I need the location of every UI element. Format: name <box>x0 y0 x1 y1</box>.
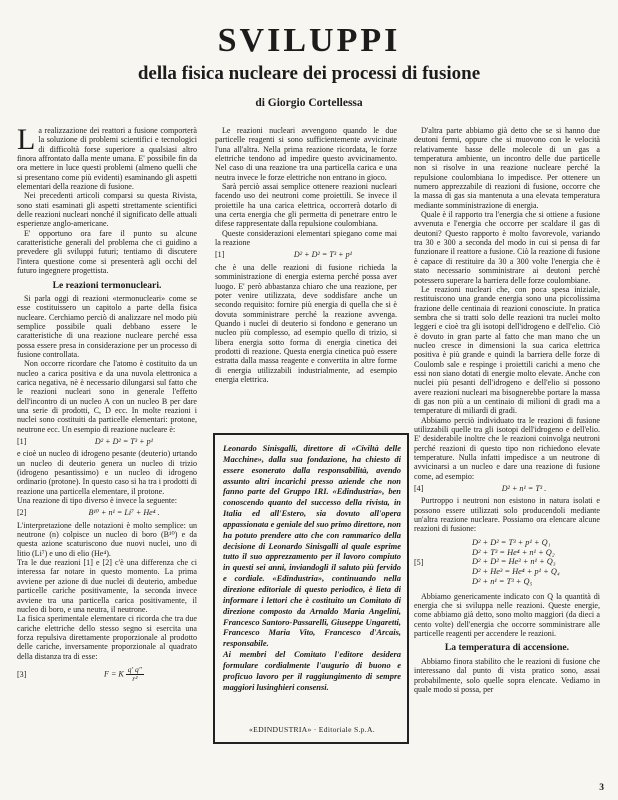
notice-text: Leonardo Sinisgalli, direttore di «Civiltà delle Macchine», dalla sua fondazione, ha chiesto di essere esonerato dalla responsabilità, avendo assunto altri incarichi presso aziende che non fanno parte del Gruppo IRI. «Edindustria», ben conoscendo quanto del successo della rivista, in Italia ed all'Estero, sia dovuto all'opera appassionata e geniale del suo primo direttore, non ha potuto prendere atto che con rammarico della decisione di Leonardo Sinisgalli al quale esprime tutto il suo apprezzamento per il lavoro compiuto in questi sei anni, inviandogli il saluto più fervido e cordiale. «Edindustria», continuando nella direzione editoriale di questo periodico, è lieta di informare i lettori che è costituito un Comitato di direzione composto da Arnaldo Maria Angelini, Francesco Santoro-Passarelli, Giuseppe Ungaretti, Francesco Maria Vito, Francesco d'Arcais, responsabile. <box>223 443 401 649</box>
equation-body: D² + D² = T³ + p¹ <box>293 250 353 260</box>
paragraph: Tra le due reazioni [1] e [2] c'è una differenza che ci interessa far notare in questo momento. La prima avviene per azione di due nuclei di deuterio, ambedue particelle cariche positivamente, la seconda invece avviene tra una particella carica positivamente, il nucleo di boro, e una neutra, il neutrone. <box>17 558 197 614</box>
paragraph: Si parla oggi di reazioni «termonucleari» come se esse costituissero un capitolo a parte della fisica nucleare. Cerchiamo perciò di analizzare nel modo più semplice possibile quali debbano essere le caratteristiche di una reazione nucleare perché essa possa essere presa in considerazione per un processo di fusione controllata. <box>17 293 197 359</box>
column-1 <box>17 123 197 686</box>
paragraph: Abbiamo genericamente indicato con Q la quantità di energia che si sviluppa nelle reazioni. Queste energie, come abbiamo già detto, sono molto maggiori (da dieci a cento volte) dell'energia che occorre somministrare alle particelle reagenti per accendere le reazioni. <box>414 591 600 639</box>
section-heading-ignition-temperature: La temperatura di accensione. <box>444 642 570 654</box>
paragraph: Non occorre ricordare che l'atomo è costituito da un nucleo a carica positiva e da una nuvola elettronica a carica negativa, nè è necessario dilungarsi sul fatto che le reazioni nucleari sono in generale l'effetto dell'incontro di un nucleo A con un nucleo B per dare una serie di prodotti, C, D ecc. In molte reazioni i nuclei sono costituiti da particelle elementari: protone, neutrone ecc. Un esempio di reazione nucleare è: <box>17 359 197 434</box>
fraction-numerator: q' q'' <box>127 664 142 674</box>
equation-1 <box>17 437 197 446</box>
paragraph: Abbiamo perciò individuato tra le reazioni di fusione utilizzabili quelle tra gli isotopi dell'idrogeno e dell'elio. E' desiderabile inoltre che le reazioni coinvolga neutroni perché reazioni di questo tipo non richiedono elevate temperature. Nulla infatti impedisce a un neutrone di avvicinarsi a un nucleo e dare una reazione di fusione come, ad esempio: <box>414 415 600 481</box>
equation-1-repeat <box>215 250 397 259</box>
paragraph: Quale è il rapporto tra l'energia che si ottiene a fusione avvenuta e l'energia che occorre per scaldare il gas di deutoni? Questo rapporto è molto favorevole, variando tra 30 e 300 a seconda del modo in cui si pensa di far funzionare il reattore a fusione. Ciò la reazione di fusione è capace di restituire da 30 a 300 volte l'energia che è stato necessario somministrare ai deutoni perché potessero superare la barriera delle forze coulombiane. <box>414 210 600 285</box>
drop-cap: L <box>17 123 36 156</box>
equation-line: D² + n¹ = T³ + Q₅ <box>472 576 533 586</box>
paragraph: Abbiamo finora stabilito che le reazioni di fusione che interessano dal punto di vista pratico sono, assai probabilmente, solo quelle sopra elencate. Vediamo in quale modo si possa, per <box>414 656 600 694</box>
fraction <box>126 666 144 683</box>
equation-number: [1] <box>17 437 27 446</box>
paragraph: che è una delle reazioni di fusione richieda la somministrazione di energia esterna perché possa aver luogo. E' però abbastanza chiaro che una reazione, per poter venire utilizzata, deve soddisfare anche un secondo requisito: fornire più energia di quella che si è dovuta somministrare perché la reazione avvenga. Quando i nuclei di deuterio si fondono e generano un nucleo più complesso, ad esempio quello di trizio, si libera energia sotto forma di energia cinetica dei prodotti di reazione. Questa energia cinetica può essere estratta dalla massa reagente e convertita in altre forme di energia utilizzabili industrialmente, ad esempio energia elettrica. <box>215 262 397 384</box>
equation-lhs: F = K <box>104 669 124 679</box>
equation-body: D² + D² = T³ + p¹ <box>94 437 154 446</box>
notice-text-2: Ai membri del Comitato l'editore desidera formulare cordialmente l'augurio di buono e proficuo lavoro per il raggiungimento di sempre maggiori lusinghieri consensi. <box>223 649 401 692</box>
intro-text-1: a realizzazione dei reattori a fusione comporterà la soluzione di problemi scientifici e tecnologici di difficoltà forse superiore a qualsiasi altro finora affrontato dalla mente umana. E' possibile fin da ora mettere in luce questi problemi (almeno quelli che si presentano come più evidenti) esaminando gli aspetti elementari della reazione di fusione. <box>17 126 197 192</box>
equation-body: D² + n¹ = T³ . <box>501 484 547 494</box>
paragraph: La fisica sperimentale elementare ci ricorda che tra due cariche elettriche dello stesso segno si esercita una forza repulsiva direttamente proporzionale al prodotto delle cariche, inversamente proporzionale al quadrato della distanza tra di esse: <box>17 614 197 661</box>
paragraph: e cioè un nucleo di idrogeno pesante (deuterio) urtando un nucleo di deuterio genera un nucleo di trizio (idrogeno pesantissimo) e un nucleo di idrogeno ordinario (protone). In questo caso si ha tra i prodotti di reazione una particella elementare, il protone. <box>17 449 197 496</box>
equation-number: [1] <box>215 250 225 260</box>
equation-line: D² + D² = He³ + n¹ + Q₃ <box>472 557 556 567</box>
article-subtitle: della fisica nucleare dei processi di fusione <box>137 63 481 84</box>
equation-body: B¹⁰ + n¹ = Li⁷ + He⁴ . <box>88 508 160 518</box>
paragraph: Purtroppo i neutroni non esistono in natura isolati e possono essere utilizzati solo producendoli mediante un'altra reazione nucleare. Possiamo ora elencare alcune reazioni di fusione: <box>414 496 600 534</box>
paragraph: Una reazione di tipo diverso è invece la seguente: <box>17 496 177 506</box>
section-heading-thermonuclear: Le reazioni termonucleari. <box>52 279 162 291</box>
paragraph: Le reazioni nucleari avvengono quando le due particelle reagenti si sono sufficientemente avvicinate l'una all'altra. Nella prima reazione ricordata, le forze elettriche tendono ad impedire questo avvicinamento. Nel caso di una reazione tra una particella carica e una neutra invece le forze elettriche non entrano in gioco. <box>215 126 397 182</box>
page-number: 3 <box>599 783 604 793</box>
equation-2 <box>17 508 197 517</box>
article-author: di Giorgio Cortellessa <box>255 97 363 109</box>
column-2 <box>215 126 397 384</box>
equation-4 <box>414 484 600 493</box>
equation-3 <box>17 666 197 683</box>
equation-lines <box>448 538 600 587</box>
equation-line: D² + T³ = He⁴ + n¹ + Q₂ <box>472 547 555 557</box>
intro-paragraph-2: Nei precedenti articoli comparsi su questa Rivista, sono stati esaminati gli aspetti strettamente scientifici delle reazioni nucleari nonché il significato delle attuali esperienze anglo-americane. <box>17 191 197 229</box>
article-title: SVILUPPI <box>217 22 401 59</box>
equation-body <box>51 666 197 683</box>
equation-number: [4] <box>414 484 424 494</box>
paragraph: L'interpretazione delle notazioni è molto semplice: un neutrone (n) colpisce un nucleo di boro (B¹⁰) e da questa azione scaturiscono due nuovi nuclei, uno di litio (Li⁷) e uno di elio (He⁴). <box>17 520 197 558</box>
fraction-denominator: r² <box>132 673 138 683</box>
paragraph: Sarà perciò assai semplice ottenere reazioni nucleari facendo uso dei neutroni come proiettili. Se invece il proiettile ha una carica elettrica, occorrerà dotarlo di una certa energia che gli permetta di penetrare entro le difese rappresentate dalla repulsione coulombiana. <box>215 182 397 229</box>
notice-signature: «EDINDUSTRIA» · Editoriale S.p.A. <box>249 725 375 735</box>
column-3 <box>414 126 600 694</box>
equation-number: [5] <box>414 557 424 567</box>
equation-line: D² + D² = T³ + p¹ + Q₁ <box>472 537 551 547</box>
editorial-notice-box <box>213 433 409 744</box>
paragraph: D'altra parte abbiamo già detto che se si hanno due deutoni fermi, oppure che si muovono con le velocità relativamente basse delle molecole di un gas a temperatura ambiente, un incontro delle due particelle non si risolve in una reazione nucleare perché la repulsione coulombiana lo impedisce. Per ottenere un numero apprezzabile di reazioni di fusione, occorre che la massa di gas sia mantenuta a una elevata temperatura mediante somministrazione di energia. <box>414 126 600 210</box>
equation-number: [2] <box>17 508 27 518</box>
paragraph: Le reazioni nucleari che, con poca spesa iniziale, restituiscono una grande energia sono una piccolissima frazione delle centinaia di reazioni conosciute. In pratica sembra che si tratti solo delle reazioni tra nuclei molto leggeri e cioè tra gli isotopi dell'idrogeno e dell'elio. Ciò è dovuto in gran parte al fatto che man mano che un nucleo cresce in dimensioni la sua carica elettrica positiva è più grande e quindi la barriera delle forze di Coulomb sale e respinge i proiettili carichi a meno che essi non siano dotati di energie molto elevate. Anche con nuclei più pesanti dell'idrogeno e dell'elio si possono avere reazioni nucleari ma bisognerebbe portare la massa di gas non più a un centinaio di milioni di gradi ma a temperature di miliardi di gradi. <box>414 284 600 416</box>
intro-paragraph-1 <box>17 123 197 192</box>
equation-number: [3] <box>17 669 27 679</box>
intro-paragraph-3: E' opportuno ora fare il punto su alcune caratteristiche generali del problema che ci guidino a prevedere gli sviluppi futuri; tentiamo di discutere l'intera questione come si presenterà agli occhi del futuro ingegnere progettista. <box>17 228 197 276</box>
equation-line: D² + He³ = He⁴ + p¹ + Q₄ <box>472 567 560 577</box>
paragraph: Queste considerazioni elementari spiegano come mai la reazione <box>215 228 397 248</box>
equation-5-group <box>414 538 600 587</box>
